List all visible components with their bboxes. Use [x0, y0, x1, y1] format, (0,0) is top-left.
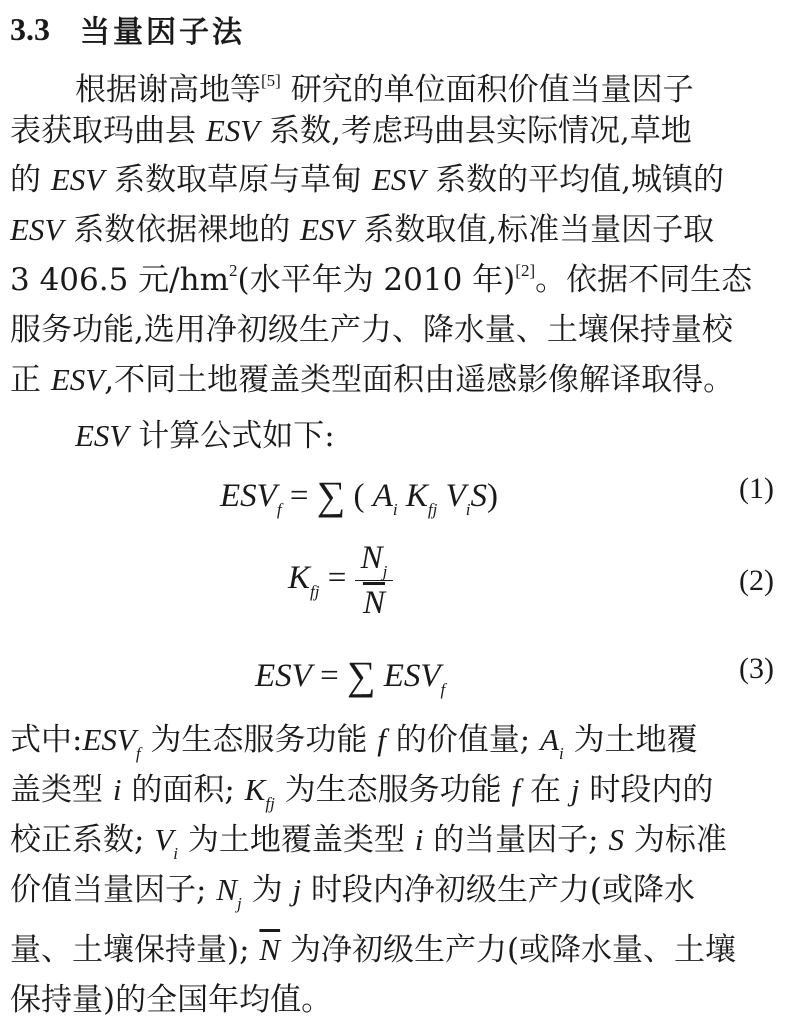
explanation-line-6: 保持量)的全国年均值。: [10, 982, 333, 1018]
paragraph-line-5: 3 406.5 元$/hm^2$(水平年为 2010 年)[2]。依据不同生态: [10, 261, 753, 298]
fraction: $\frac{N_j}{N}$: [355, 536, 394, 625]
section-heading: [10, 6, 245, 52]
paragraph-line-3: 的 ESV 系数取草原与草甸 ESV 系数的平均值,城镇的: [10, 162, 725, 198]
equation-number: (1): [739, 472, 774, 505]
paragraph-line-1: 根据谢高地等[5] 研究的单位面积价值当量因子: [75, 71, 694, 108]
paragraph-line-7: 正 ESV,不同土地覆盖类型面积由遥感影像解译取得。: [10, 362, 735, 398]
explanation-line-2: 盖类型 i 的面积; $K_{fj}$ 为生态服务功能 f 在 j 时段内的: [10, 772, 714, 813]
equation-1: $ESV_f$ = ∑ ( $A_i$ $K_{fj}$ $V_iS$) (1): [220, 472, 774, 519]
explanation-line-1: 式中$:ESV_f$ 为生态服务功能 f 的价值量; $A_i$ 为土地覆: [10, 722, 698, 763]
section-title: 当量因子法: [80, 15, 245, 50]
formula-intro: ESV 计算公式如下:: [75, 418, 335, 454]
equation-number: (2): [739, 564, 774, 597]
equation-number: (3): [739, 652, 774, 685]
paragraph-line-2: 表获取玛曲县 ESV 系数,考虑玛曲县实际情况,草地: [10, 113, 692, 149]
equation-2: $K_{fj}$ = $\frac{N_j}{N}$ (2): [0, 536, 800, 636]
citation-2[interactable]: [2]: [515, 261, 536, 280]
explanation-line-3: 校正系数; $V_i$ 为土地覆盖类型 i 的当量因子; S 为标准: [10, 822, 727, 863]
explanation-line-4: 价值当量因子; $N_j$ 为 j 时段内净初级生产力(或降水: [10, 872, 696, 913]
equation-3: ESV = ∑ $ESV_f$ (3): [255, 652, 774, 699]
paragraph-line-6: 服务功能,选用净初级生产力、降水量、土壤保持量校: [10, 312, 733, 348]
explanation-line-5: 量、土壤保持量); $\overline{N}$ 为净初级生产力(或降水量、土壤: [10, 932, 737, 968]
citation-5[interactable]: [5]: [261, 71, 281, 90]
paragraph-line-4: ESV 系数依据裸地的 ESV 系数取值,标准当量因子取: [10, 212, 715, 248]
section-number: 3.3: [10, 10, 50, 47]
